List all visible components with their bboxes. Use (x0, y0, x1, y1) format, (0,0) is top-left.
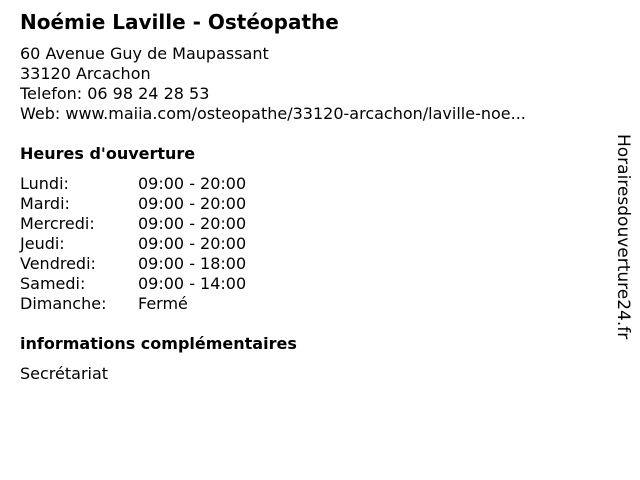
day-label: Dimanche: (20, 294, 107, 313)
hours-heading: Heures d'ouverture (20, 144, 196, 163)
website-link[interactable]: Web: www.maiia.com/osteopathe/33120-arcachon/laville-noe... (20, 104, 526, 123)
hours-row (20, 294, 246, 314)
time-value: 09:00 - 18:00 (138, 254, 247, 273)
time-value: 09:00 - 20:00 (138, 234, 247, 253)
time-value: Fermé (138, 294, 188, 313)
street-address: 60 Avenue Guy de Maupassant (20, 44, 269, 63)
day-label: Mercredi: (20, 214, 95, 233)
hours-row (20, 194, 246, 214)
hours-row (20, 174, 246, 194)
hours-row (20, 254, 246, 274)
day-label: Jeudi: (20, 234, 65, 253)
city-postcode: 33120 Arcachon (20, 64, 151, 83)
time-value: 09:00 - 20:00 (138, 194, 247, 213)
day-label: Mardi: (20, 194, 70, 213)
hours-table (20, 174, 246, 314)
time-value: 09:00 - 14:00 (138, 274, 247, 293)
day-label: Lundi: (20, 174, 69, 193)
day-label: Vendredi: (20, 254, 96, 273)
site-watermark: Horairesdouverture24.fr (613, 134, 633, 340)
time-value: 09:00 - 20:00 (138, 174, 247, 193)
business-title: Noémie Laville - Ostéopathe (20, 10, 339, 34)
hours-row (20, 214, 246, 234)
hours-row (20, 234, 246, 254)
phone-number: Telefon: 06 98 24 28 53 (20, 84, 210, 103)
info-heading: informations complémentaires (20, 334, 297, 353)
hours-row (20, 274, 246, 294)
time-value: 09:00 - 20:00 (138, 214, 247, 233)
contact-block (20, 44, 526, 124)
info-text: Secrétariat (20, 364, 109, 383)
day-label: Samedi: (20, 274, 86, 293)
